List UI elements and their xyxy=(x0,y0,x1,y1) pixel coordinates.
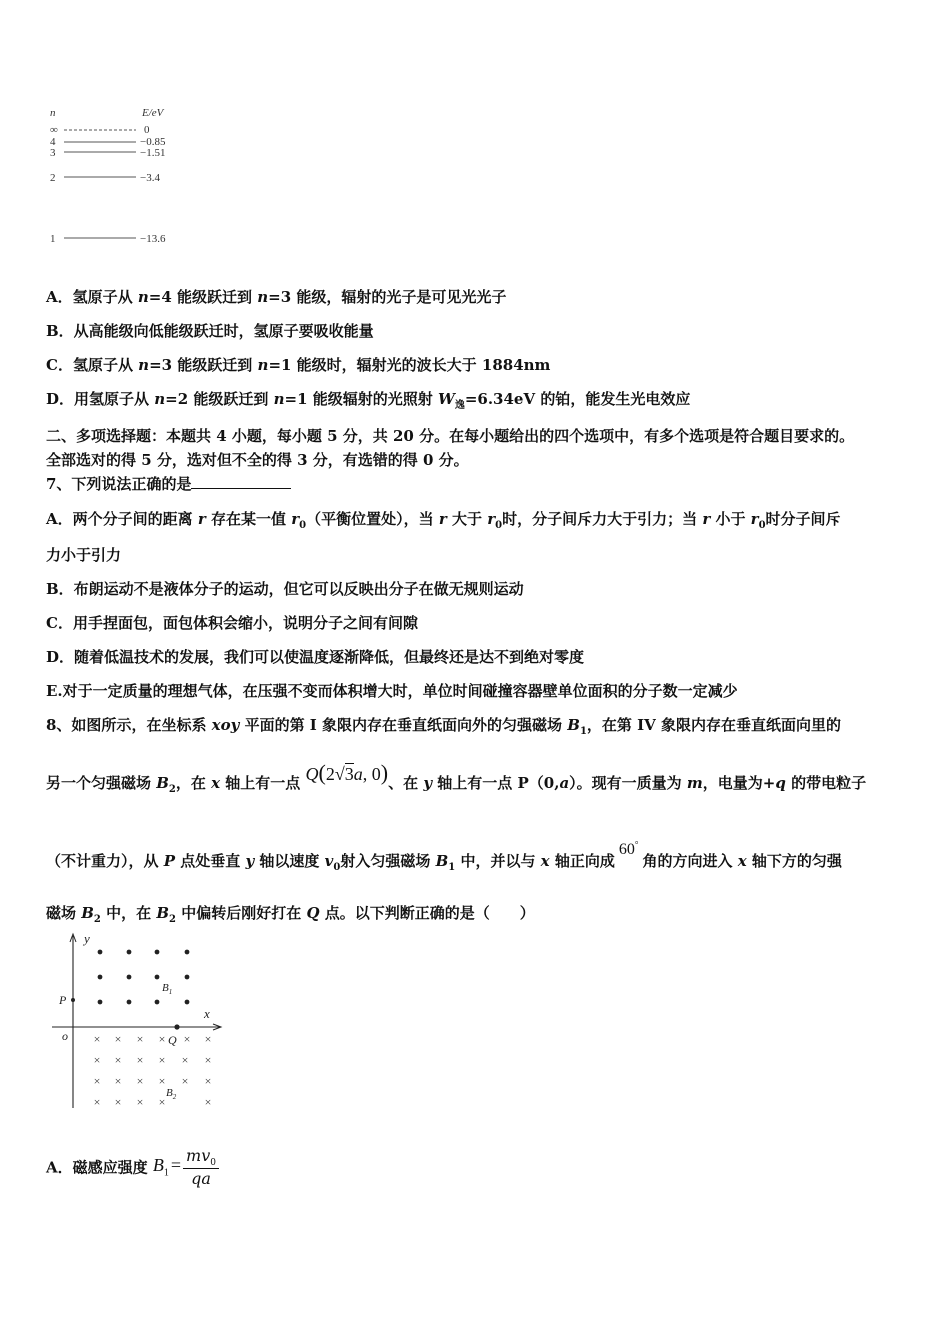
answer-blank[interactable] xyxy=(191,474,291,489)
field-cross: × xyxy=(114,1095,122,1109)
var-r: r xyxy=(750,510,759,528)
text: 轴下方的匀强 xyxy=(746,852,842,870)
var-r: r xyxy=(291,510,300,528)
q6-option-d xyxy=(46,388,690,411)
field-cross: × xyxy=(158,1095,166,1109)
text: ，在第 IV 象限内存在垂直纸面向里的 xyxy=(586,716,842,734)
field-dot xyxy=(127,950,132,955)
text: =1 能级时，辐射光的波长大于 1884nm xyxy=(268,356,551,374)
text: C．氢原子从 xyxy=(46,356,139,374)
field-cross: × xyxy=(158,1074,166,1088)
text: 7、下列说法正确的是 xyxy=(46,475,192,493)
level-n: 2 xyxy=(50,172,56,184)
field-cross: × xyxy=(183,1032,191,1046)
var-x: x xyxy=(737,852,747,870)
var-n: n xyxy=(154,390,166,408)
q6-option-b: B．从高能级向低能级跃迁时，氢原子要吸收能量 xyxy=(46,322,374,340)
field-cross: × xyxy=(93,1074,101,1088)
b1-formula: $B_1$ = xyxy=(152,1155,182,1179)
var-x: x xyxy=(540,852,550,870)
text: 大于 xyxy=(446,510,488,528)
var-b: B xyxy=(156,904,170,922)
field-cross: × xyxy=(204,1095,212,1109)
level-n: ∞ xyxy=(50,124,58,136)
field-cross: × xyxy=(136,1074,144,1088)
field-cross: × xyxy=(204,1074,212,1088)
var-b: B xyxy=(156,774,169,792)
q8-line-3 xyxy=(46,839,842,873)
text: （平衡位置处），当 xyxy=(306,510,439,528)
text: =3 能级，辐射的光子是可见光光子 xyxy=(268,288,507,306)
field-dot xyxy=(98,1000,103,1005)
section-2-line-2: 全部选对的得 5 分，选对但不全的得 3 分，有选错的得 0 分。 xyxy=(46,451,469,469)
origin-label: o xyxy=(62,1029,68,1043)
level-n: 3 xyxy=(50,147,56,159)
field-dot xyxy=(127,975,132,980)
text: （不计重力），从 xyxy=(46,852,164,870)
text: 8、如图所示，在坐标系 xyxy=(46,716,212,734)
subscript: 逸 xyxy=(454,400,465,411)
var-a: a xyxy=(559,774,570,792)
energy-axis-label: E/eV xyxy=(142,107,164,119)
field-cross: × xyxy=(114,1032,122,1046)
q8-option-a xyxy=(46,1146,219,1188)
text: =3 能级跃迁到 xyxy=(149,356,258,374)
field-dot xyxy=(98,975,103,980)
field-dot xyxy=(127,1000,132,1005)
b1-label: $B_1$ xyxy=(162,982,173,996)
var-r: r xyxy=(702,510,711,528)
var-p: P xyxy=(163,852,176,870)
field-dot xyxy=(185,1000,190,1005)
text: =4 能级跃迁到 xyxy=(148,288,258,306)
level-energy: −1.51 xyxy=(140,147,166,159)
field-cross: × xyxy=(158,1032,166,1046)
text: 轴以速度 xyxy=(254,852,325,870)
text: 角的方向进入 xyxy=(642,852,738,870)
text: A．磁感应强度 xyxy=(46,1158,148,1177)
var-b: B xyxy=(81,904,94,922)
text: 存在某一值 xyxy=(205,510,292,528)
q7-option-e: E.对于一定质量的理想气体，在压强不变而体积增大时，单位时间碰撞容器壁单位面积的分子数一定减少 xyxy=(46,682,738,700)
point-q-label: Q xyxy=(168,1033,177,1047)
text: 轴正向成 xyxy=(549,852,615,870)
subscript: 1 xyxy=(579,726,587,737)
level-energy: 0 xyxy=(144,124,150,136)
text: ，电量为+ xyxy=(702,774,776,792)
text: 时，分子间斥力大于引力；当 xyxy=(502,510,703,528)
q8-line-1 xyxy=(46,714,841,737)
level-n: 1 xyxy=(50,233,56,245)
field-cross: × xyxy=(181,1074,189,1088)
field-dot xyxy=(185,975,190,980)
text: 另一个匀强磁场 xyxy=(46,774,157,792)
var-v: v xyxy=(324,852,334,870)
var-y: y xyxy=(423,774,433,792)
q7-option-d: D．随着低温技术的发展，我们可以使温度逐渐降低，但最终还是达不到绝对零度 xyxy=(46,648,585,666)
var-q-point: Q xyxy=(306,904,320,922)
text: 点。以下判断正确的是（ ） xyxy=(319,904,535,922)
field-dot xyxy=(155,950,160,955)
text: 射入匀强磁场 xyxy=(340,852,436,870)
level-n: 4 xyxy=(50,136,56,148)
subscript: 2 xyxy=(169,914,176,925)
text: =2 能级跃迁到 xyxy=(165,390,274,408)
text: A．氢原子从 xyxy=(46,288,138,306)
q7-option-a xyxy=(46,508,841,531)
subscript: 2 xyxy=(93,914,101,925)
fraction-numerator: $mv_0$ xyxy=(183,1146,219,1169)
var-m: m xyxy=(686,774,703,792)
text: =1 能级辐射的光照射 xyxy=(284,390,438,408)
subscript: 0 xyxy=(495,520,503,531)
var-b: B xyxy=(435,852,449,870)
q6-option-c xyxy=(46,354,550,375)
level-energy: −3.4 xyxy=(140,172,160,184)
magnetic-field-figure xyxy=(50,928,230,1113)
point-p-dot xyxy=(71,998,75,1002)
y-axis-label: y xyxy=(84,931,90,946)
var-n: n xyxy=(138,356,150,374)
text: P（0, xyxy=(517,774,560,792)
q7-option-b: B．布朗运动不是液体分子的运动，但它可以反映出分子在做无规则运动 xyxy=(46,580,524,598)
n-axis-label: n xyxy=(50,107,56,119)
text: 中，在 xyxy=(100,904,157,922)
field-dot xyxy=(185,950,190,955)
fraction-denominator: qa xyxy=(191,1169,211,1189)
text: ）。现有一质量为 xyxy=(569,774,687,792)
field-cross: × xyxy=(181,1053,189,1067)
level-energy: −13.6 xyxy=(140,233,166,245)
subscript: 1 xyxy=(448,862,456,873)
level-1 xyxy=(50,233,166,245)
subscript: 0 xyxy=(333,862,341,873)
angle-expression: 60° xyxy=(618,839,639,858)
q6-option-a xyxy=(46,286,506,307)
text: 轴上有一点 xyxy=(432,774,518,792)
field-cross: × xyxy=(158,1053,166,1067)
energy-level-diagram xyxy=(40,100,200,255)
field-cross: × xyxy=(204,1053,212,1067)
q8-line-2 xyxy=(46,760,867,795)
text: A．两个分子间的距离 xyxy=(46,510,198,528)
text: 的带电粒子 xyxy=(785,774,867,792)
field-cross: × xyxy=(136,1032,144,1046)
field-dot xyxy=(155,975,160,980)
var-b: B xyxy=(567,716,580,734)
field-cross: × xyxy=(114,1074,122,1088)
level-3 xyxy=(50,147,165,159)
text: =6.34eV 的铂，能发生光电效应 xyxy=(464,390,691,408)
field-cross: × xyxy=(93,1032,101,1046)
field-cross: × xyxy=(136,1053,144,1067)
field-cross: × xyxy=(93,1095,101,1109)
field-dot xyxy=(98,950,103,955)
field-cross: × xyxy=(136,1095,144,1109)
subscript: 0 xyxy=(299,520,307,531)
point-p-label: P xyxy=(59,993,67,1007)
q7-stem xyxy=(46,473,291,494)
var-w: W xyxy=(437,390,455,408)
q7-option-c: C．用手捏面包，面包体积会缩小，说明分子之间有间隙 xyxy=(46,614,418,632)
var-r: r xyxy=(487,510,496,528)
field-cross: × xyxy=(93,1053,101,1067)
point-q-expression: Q(2√3a, 0) xyxy=(305,760,389,785)
var-y: y xyxy=(245,852,255,870)
var-n: n xyxy=(273,390,285,408)
var-q: q xyxy=(775,774,786,792)
b1-fraction xyxy=(183,1146,219,1188)
q8-line-4 xyxy=(46,902,535,925)
point-q-dot xyxy=(174,1024,179,1029)
var-x: x xyxy=(211,774,221,792)
level-2 xyxy=(50,172,160,184)
var-n: n xyxy=(137,288,149,306)
x-axis-label: x xyxy=(204,1006,210,1021)
text: 平面的第 I 象限内存在垂直纸面向外的匀强磁场 xyxy=(239,716,568,734)
field-cross: × xyxy=(204,1032,212,1046)
text: 时分子间斥 xyxy=(765,510,841,528)
section-2-line-1: 二、多项选择题：本题共 4 小题，每小题 5 分，共 20 分。在每小题给出的四个选项中，有多个选项是符合题目要求的。 xyxy=(46,427,855,445)
text: 轴上有一点 xyxy=(220,774,306,792)
text: 点处垂直 xyxy=(175,852,246,870)
subscript: 0 xyxy=(758,520,766,531)
level-energy: −0.85 xyxy=(140,136,166,148)
field-dot xyxy=(155,1000,160,1005)
q7-option-a-cont: 力小于引力 xyxy=(46,546,122,564)
text: 小于 xyxy=(710,510,751,528)
field-b2-crosses xyxy=(94,1032,212,1109)
level-infinity xyxy=(50,124,150,136)
field-b1-dots xyxy=(98,950,190,1005)
b2-label: $B_2$ xyxy=(166,1087,177,1101)
subscript: 2 xyxy=(168,784,176,795)
text: 中，并以与 xyxy=(455,852,541,870)
text: D．用氢原子从 xyxy=(46,390,155,408)
var-r: r xyxy=(197,510,206,528)
field-cross: × xyxy=(114,1053,122,1067)
text: ，在 xyxy=(175,774,212,792)
var-xoy: xoy xyxy=(211,716,240,734)
var-r: r xyxy=(438,510,447,528)
var-n: n xyxy=(257,288,269,306)
text: 磁场 xyxy=(46,904,82,922)
text: 、在 xyxy=(388,774,424,792)
var-n: n xyxy=(257,356,269,374)
text: 中偏转后刚好打在 xyxy=(176,904,307,922)
